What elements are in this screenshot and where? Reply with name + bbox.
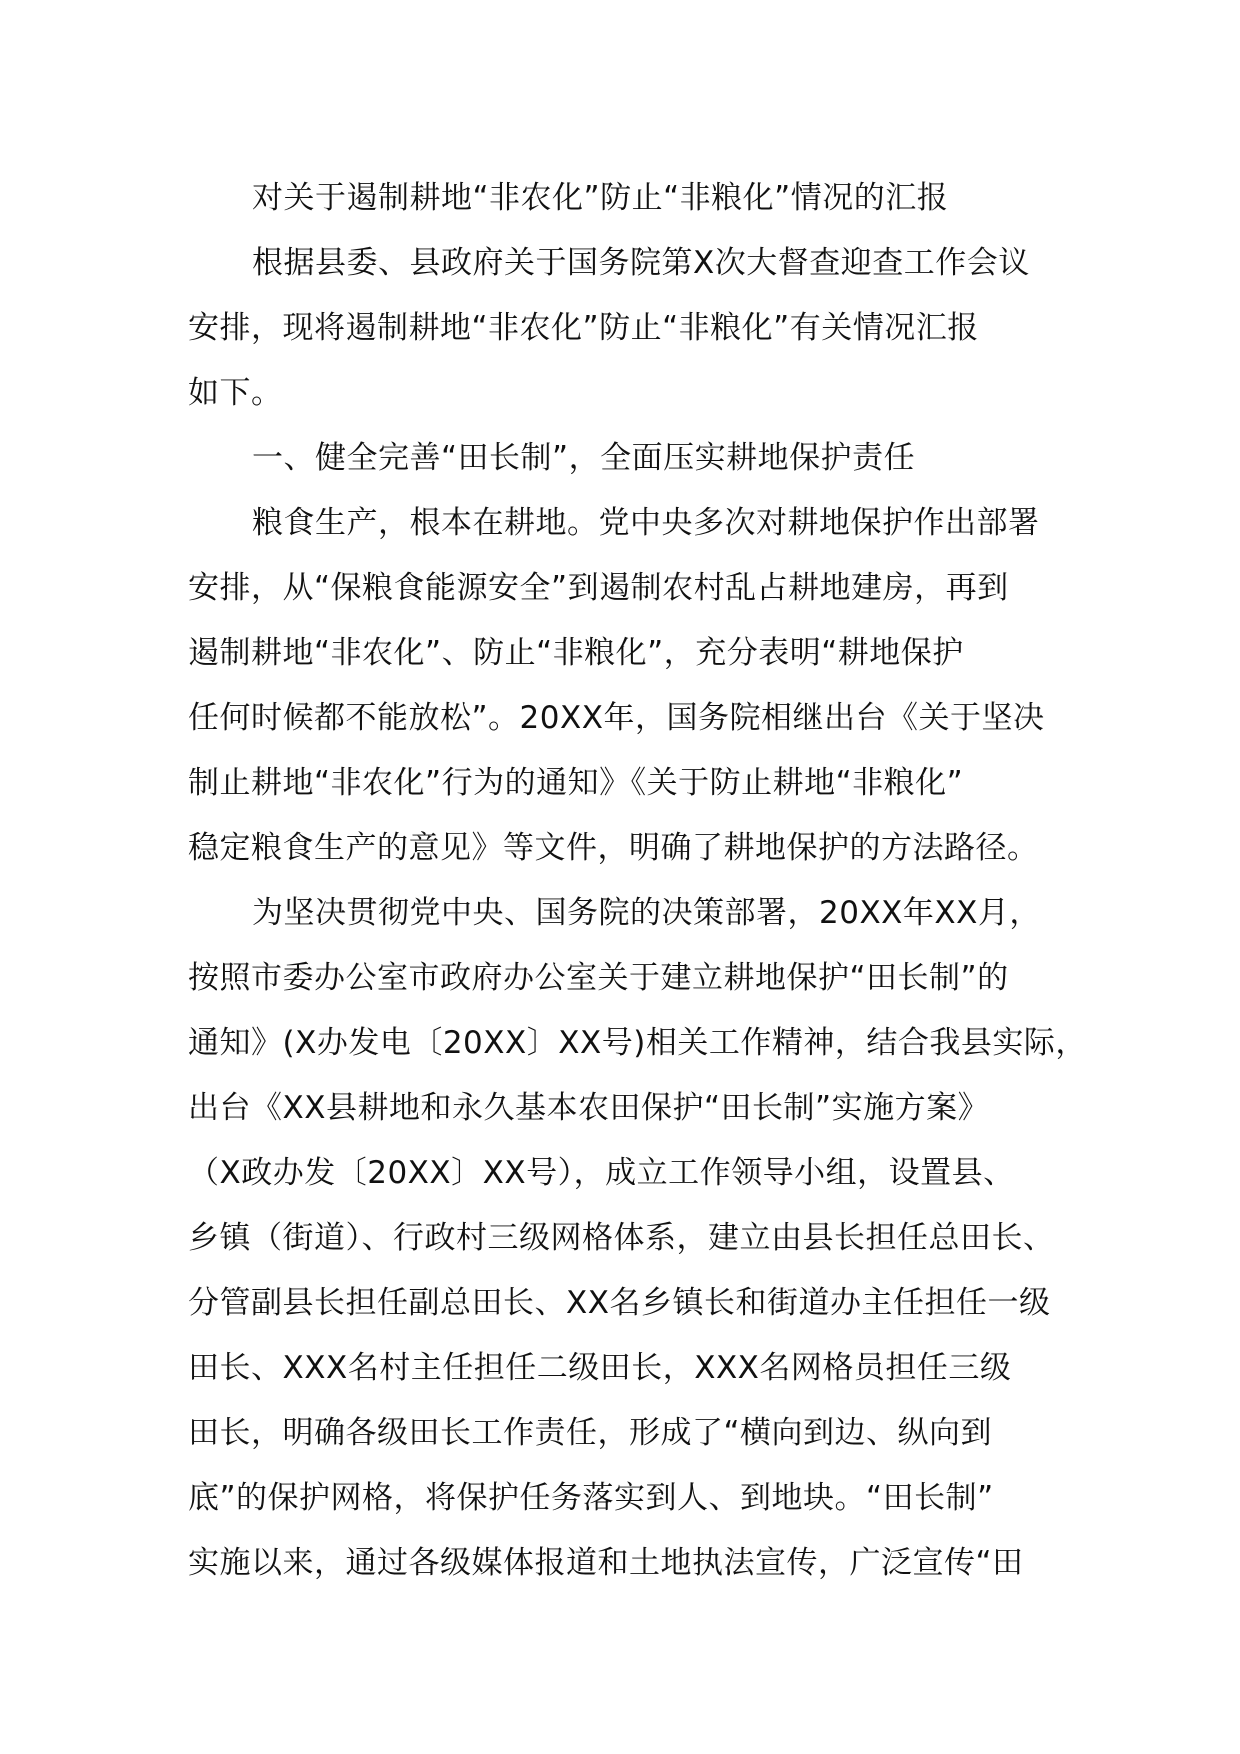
- paragraph-line: 稳定粮食生产的意见》等文件，明确了耕地保护的方法路径。: [188, 830, 1039, 866]
- paragraph-line: 制止耕地“非农化”行为的通知》《关于防止耕地“非粮化”: [188, 765, 964, 801]
- paragraph-line: 田长、XXX名村主任担任二级田长，XXX名网格员担任三级: [188, 1350, 1012, 1386]
- paragraph-line: 按照市委办公室市政府办公室关于建立耕地保护“田长制”的: [188, 960, 1009, 996]
- paragraph-line: 遏制耕地“非农化”、防止“非粮化”，充分表明“耕地保护: [188, 635, 964, 671]
- paragraph-line: 实施以来，通过各级媒体报道和土地执法宣传，广泛宣传“田: [188, 1545, 1024, 1581]
- paragraph-line: 乡镇（街道）、行政村三级网格体系，建立由县长担任总田长、: [188, 1220, 1055, 1256]
- paragraph-line: 如下。: [188, 375, 283, 411]
- paragraph-line: 粮食生产，根本在耕地。党中央多次对耕地保护作出部署: [252, 505, 1040, 541]
- paragraph-line: 为坚决贯彻党中央、国务院的决策部署，20XX年XX月，: [252, 895, 1041, 931]
- paragraph-line: 安排，现将遏制耕地“非农化”防止“非粮化”有关情况汇报: [188, 310, 979, 346]
- paragraph-line: 通知》(X办发电〔20XX〕XX号)相关工作精神，结合我县实际，: [188, 1025, 1087, 1061]
- section-heading: 一、健全完善“田长制”，全面压实耕地保护责任: [252, 440, 916, 476]
- paragraph-line: 任何时候都不能放松”。20XX年，国务院相继出台《关于坚决: [188, 700, 1045, 736]
- paragraph-line: 底”的保护网格，将保护任务落实到人、到地块。“田长制”: [188, 1480, 994, 1516]
- paragraph-line: 田长，明确各级田长工作责任，形成了“横向到边、纵向到: [188, 1415, 993, 1451]
- paragraph-line: 安排，从“保粮食能源安全”到遏制农村乱占耕地建房，再到: [188, 570, 1009, 606]
- document-body: [188, 166, 1087, 1596]
- document-title: 对关于遏制耕地“非农化”防止“非粮化”情况的汇报: [252, 180, 949, 216]
- paragraph-line: （X政办发〔20XX〕XX号），成立工作领导小组，设置县、: [188, 1155, 1015, 1191]
- paragraph-line: 出台《XX县耕地和永久基本农田保护“田长制”实施方案》: [188, 1090, 990, 1126]
- paragraph-line: 根据县委、县政府关于国务院第X次大督查迎查工作会议: [252, 245, 1030, 281]
- paragraph-line: 分管副县长担任副总田长、XX名乡镇长和街道办主任担任一级: [188, 1285, 1051, 1321]
